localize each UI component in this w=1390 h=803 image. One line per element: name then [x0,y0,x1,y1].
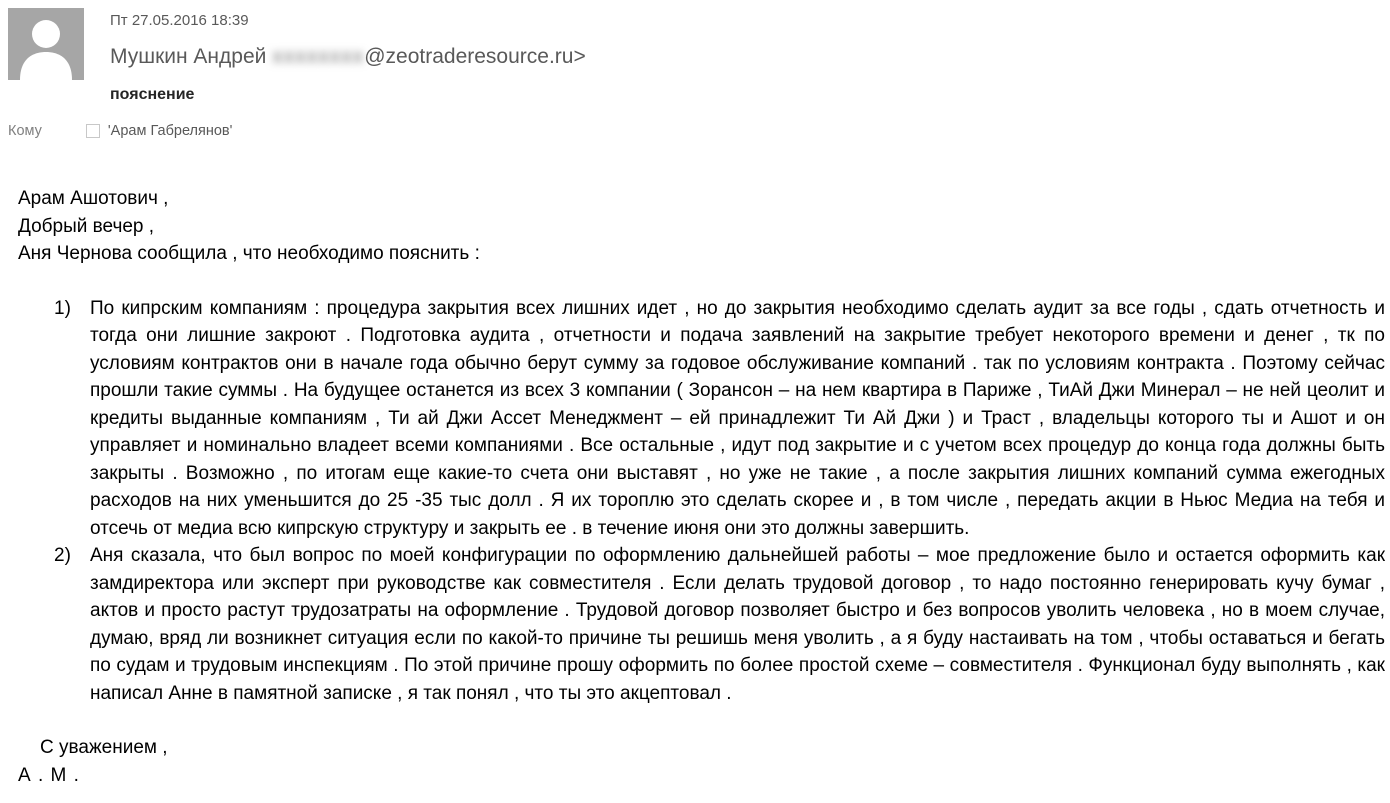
recipient-row [0,123,1390,139]
message-subject: пояснение [110,86,195,103]
sender-line[interactable] [110,43,1390,71]
recipient-name[interactable]: 'Арам Габрелянов' [107,123,233,139]
message-body [0,185,1390,789]
sender-email-redacted: xxxxxxxx [272,45,365,68]
greeting-line: Добрый вечер , [18,215,155,237]
closing-line: С уважением , [40,737,168,758]
greeting-block [18,185,1385,268]
list-item-text: Аня сказала, что был вопрос по моей конфигурации по оформлению дальнейшей работы – мое предложение было и остается оформить как замдиректора или эксперт при руководстве как совместителя . Если делать трудовой договор , то надо постоянно генерировать кучу бумаг , актов и просто растут трудозатраты на оформление . Трудовой договор позволяет быстро и без вопросов уволить человека , но в моем случае, думаю, вряд ли возникнет ситуация если по какой-то причине ты решишь меня уволить , а я буду настаивать на том , чтобы оставаться и бегать по судам и трудовым инспекциям . По этой причине прошу оформить по более простой схеме – совместителя . Функционал буду выполнять , как написал Анне в памятной записке , я так понял , что ты это акцептовал . [90,545,1385,704]
sender-email-domain: @zeotraderesource.ru> [364,45,586,68]
list-item [18,542,1385,707]
signature-block [18,734,1385,789]
greeting-line: Аня Чернова сообщила , что необходимо пояснить : [18,243,480,264]
sender-name: Мушкин Андрей [110,45,267,68]
list-item-number: 2) [54,545,71,566]
message-header [0,0,1390,139]
recipient-checkbox[interactable] [86,124,100,138]
list-item [18,295,1385,543]
numbered-list [18,295,1385,708]
greeting-line: Арам Ашотович , [18,188,169,209]
message-date: Пт 27.05.2016 18:39 [110,12,249,29]
sender-avatar [8,8,84,80]
signature-initials: А . М . [18,764,80,786]
person-icon [8,8,84,80]
list-item-text: По кипрским компаниям : процедура закрытия всех лишних идет , но до закрытия необходимо сделать аудит за все годы , сдать отчетность и тогда они лишние закроют . Подготовка аудита , отчетности и подача заявлений на закрытие требует некоторого времени и денег , тк по условиям контрактов они в начале года обычно берут сумму за годовое обслуживание компаний . так по условиям контракта . Поэтому сейчас прошли такие суммы . На будущее останется из всех 3 компании ( Зорансон – на нем квартира в Париже , ТиАй Джи Минерал – не ней цеолит и кредиты выданные компаниям , Ти ай Джи Ассет Менеджмент – ей принадлежит Ти Ай Джи ) и Траст , владельцы которого ты и Ашот и он управляет и номинально владеет всеми компаниями . Все остальные , идут под закрытие и с учетом всех процедур до конца года должны быть закрыты . Возможно , по итогам еще какие-то счета они выставят , но уже не такие , а после закрытия лишних компаний сумма ежегодных расходов на них уменьшится до 25 -35 тыс долл . Я их тороплю это сделать скорее и , в том числе , передать акции в Ньюс Медиа на тебя и отсечь от медиа всю кипрскую структуру и закрыть ее . в течение июня они это должны завершить. [90,297,1385,539]
list-item-number: 1) [54,297,71,319]
to-label: Кому [8,123,42,139]
